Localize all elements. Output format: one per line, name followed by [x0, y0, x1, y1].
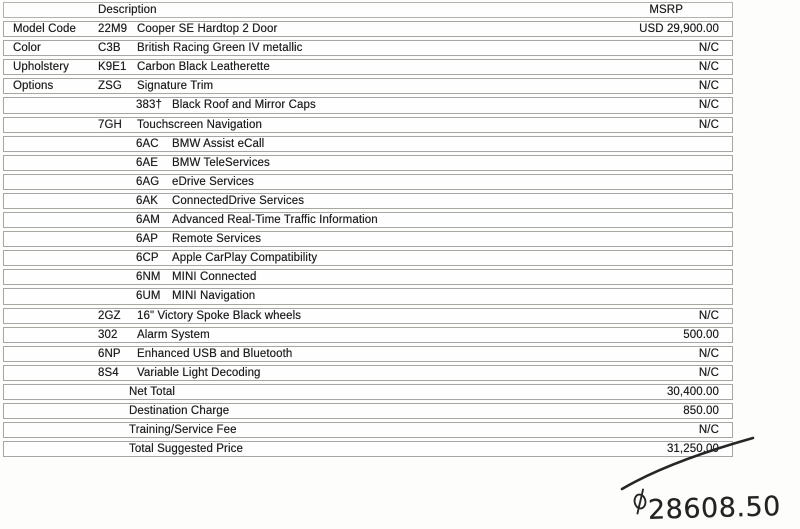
msrp-value: N/C	[698, 309, 719, 322]
option-description: Remote Services	[172, 233, 262, 246]
table-row	[3, 21, 733, 37]
msrp-value: 500.00	[683, 328, 719, 341]
handwritten-amount: 28608.50	[647, 491, 782, 526]
option-description: Enhanced USB and Bluetooth	[137, 347, 293, 360]
table-row	[3, 155, 733, 171]
option-code: 2GZ	[98, 309, 121, 322]
pricing-table	[3, 2, 733, 460]
summary-label: Total Suggested Price	[129, 443, 243, 456]
option-description: Cooper SE Hardtop 2 Door	[137, 23, 278, 36]
option-code: 7GH	[98, 118, 122, 131]
option-code: 6UM	[136, 290, 161, 303]
table-header-row	[3, 2, 733, 18]
summary-label: Destination Charge	[129, 404, 230, 417]
table-row	[3, 193, 733, 209]
row-label: Model Code	[13, 23, 77, 36]
table-row	[3, 269, 733, 285]
option-description: Alarm System	[137, 328, 210, 341]
table-row	[3, 212, 733, 228]
msrp-value: N/C	[698, 424, 719, 437]
option-code: 6AP	[136, 233, 159, 246]
option-description: eDrive Services	[172, 175, 255, 188]
table-row	[3, 308, 733, 324]
option-description: MINI Connected	[172, 271, 257, 284]
option-code: 6CP	[136, 252, 159, 265]
row-label: Options	[13, 80, 54, 93]
table-row	[3, 384, 733, 400]
table-row	[3, 327, 733, 343]
option-description: Advanced Real-Time Traffic Information	[172, 214, 378, 227]
handwritten-dollar-sign-icon	[633, 490, 646, 514]
msrp-value: N/C	[698, 366, 719, 379]
table-body	[3, 21, 733, 457]
table-row	[3, 59, 733, 75]
option-code: 6NM	[136, 271, 161, 284]
option-code: 383†	[136, 99, 162, 112]
table-row	[3, 174, 733, 190]
table-row	[3, 288, 733, 304]
row-label: Upholstery	[13, 61, 69, 74]
option-description: BMW Assist eCall	[172, 137, 265, 150]
table-row	[3, 365, 733, 381]
option-code: K9E1	[98, 61, 127, 74]
option-code: ZSG	[98, 80, 122, 93]
option-description: 16" Victory Spoke Black wheels	[137, 309, 302, 322]
table-row	[3, 78, 733, 94]
option-description: Black Roof and Mirror Caps	[172, 99, 316, 112]
table-row	[3, 250, 733, 266]
column-header-msrp: MSRP	[649, 4, 683, 16]
msrp-value: N/C	[698, 80, 719, 93]
table-row	[3, 422, 733, 438]
summary-label: Net Total	[129, 385, 176, 398]
table-row	[3, 97, 733, 113]
option-code: 6AE	[136, 156, 159, 169]
table-row	[3, 136, 733, 152]
option-description: Carbon Black Leatherette	[137, 61, 270, 74]
table-row	[3, 231, 733, 247]
option-code: 302	[98, 328, 118, 341]
table-row	[3, 403, 733, 419]
row-label: Color	[13, 42, 41, 55]
option-description: Touchscreen Navigation	[137, 118, 262, 131]
table-row	[3, 40, 733, 56]
option-code: 6NP	[98, 347, 121, 360]
msrp-value: 30,400.00	[666, 385, 719, 398]
option-description: Apple CarPlay Compatibility	[172, 252, 318, 265]
option-description: MINI Navigation	[172, 290, 256, 303]
option-description: ConnectedDrive Services	[172, 194, 305, 207]
option-code: 6AG	[136, 175, 160, 188]
option-code: 6AK	[136, 194, 159, 207]
summary-label: Training/Service Fee	[129, 424, 237, 437]
option-code: 8S4	[98, 366, 119, 379]
option-description: BMW TeleServices	[172, 156, 270, 169]
option-description: British Racing Green IV metallic	[137, 42, 303, 55]
option-code: C3B	[98, 42, 121, 55]
column-header-description: Description	[98, 4, 157, 16]
table-row	[3, 346, 733, 362]
msrp-value: N/C	[698, 99, 719, 112]
msrp-value: N/C	[698, 61, 719, 74]
option-code: 6AM	[136, 214, 160, 227]
msrp-value: N/C	[698, 347, 719, 360]
table-row	[3, 117, 733, 133]
msrp-value: 31,250.00	[666, 443, 719, 456]
option-code: 22M9	[98, 23, 128, 36]
msrp-value: 850.00	[683, 404, 719, 417]
msrp-value: N/C	[698, 42, 719, 55]
table-row	[3, 441, 733, 457]
option-description: Signature Trim	[137, 80, 214, 93]
msrp-value: N/C	[698, 118, 719, 131]
option-description: Variable Light Decoding	[137, 366, 261, 379]
msrp-value: USD 29,900.00	[639, 23, 719, 36]
option-code: 6AC	[136, 137, 159, 150]
